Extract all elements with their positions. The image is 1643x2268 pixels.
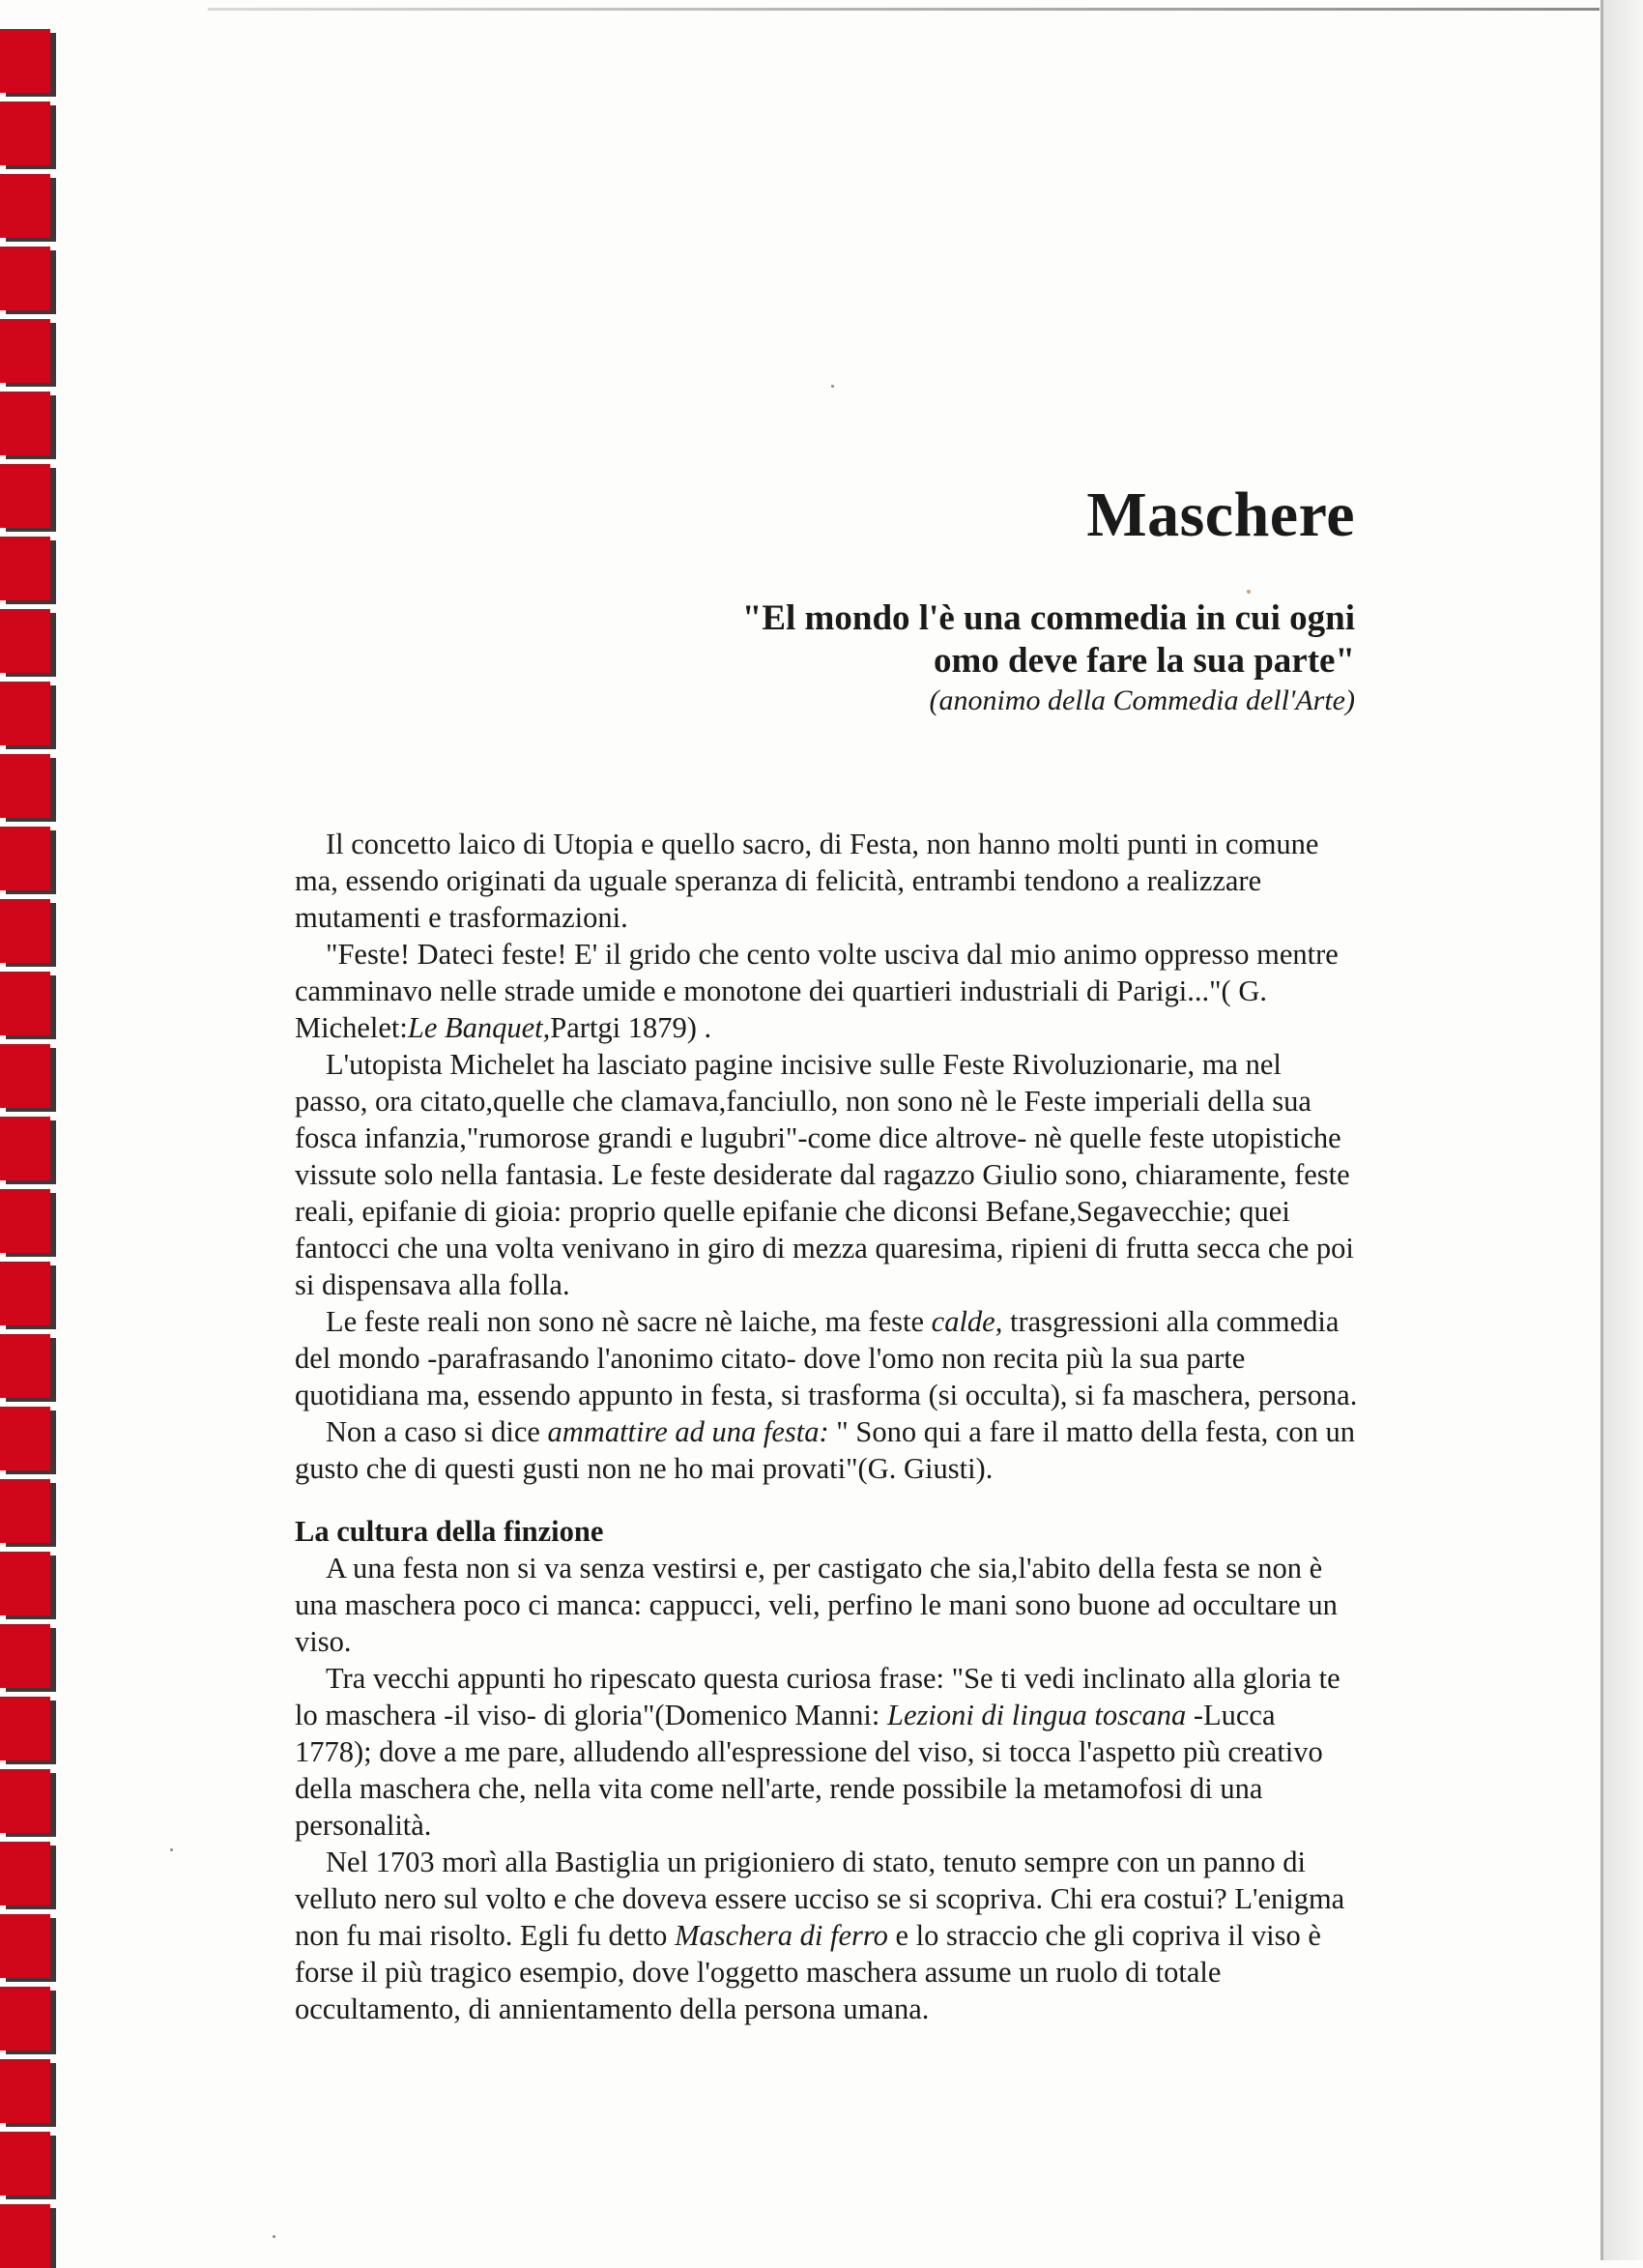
binding-ring xyxy=(0,2204,50,2268)
page-title: Maschere xyxy=(1086,480,1355,550)
binding-ring xyxy=(0,609,50,673)
binding-ring xyxy=(0,1987,50,2050)
paragraph-4 xyxy=(295,1303,1358,1413)
binding-ring xyxy=(0,2132,50,2195)
binding-ring xyxy=(0,247,50,310)
paper-speck xyxy=(831,385,834,388)
paragraph-2-text-a: "Feste! Dateci feste! E' il grido che cento volte usciva dal mio animo oppresso mentre camminavo nelle strade umide e monotone dei quartieri industriali di Parigi..."( G. Michelet: xyxy=(295,938,1339,1044)
paragraph-8 xyxy=(295,1844,1358,2027)
paragraph-5-text-b: " Sono qui a fare il matto della festa, con un gusto che di questi gusti non ne ho mai provati"(G. Giusti). xyxy=(295,1415,1356,1485)
paragraph-2-text-b: Partgi 1879) . xyxy=(550,1011,712,1044)
binding-ring xyxy=(0,1552,50,1615)
paragraph-3: L'utopista Michelet ha lasciato pagine incisive sulle Feste Rivoluzionarie, ma nel passo, ora citato,quelle che clamava,fanciullo, non sono nè le Feste imperiali della sua fosca infanzia,"rumorose grandi e lugubri"-come dice altrove- nè quelle feste utopistiche vissute solo nella fantasia. Le feste desiderate dal ragazzo Giulio sono, chiaramente, feste reali, epifanie di gioia: proprio quelle epifanie che diconsi Befane,Segavecchie; quei fantocci che una volta venivano in giro di mezza quaresima, ripieni di frutta secca che poi si dispensava alla folla. xyxy=(295,1048,1354,1301)
paper-speck xyxy=(273,2235,275,2238)
binding-ring xyxy=(0,319,50,383)
epigraph-line-2: omo deve fare la sua parte" xyxy=(933,641,1355,681)
binding-ring xyxy=(0,1262,50,1325)
binding-ring xyxy=(0,174,50,238)
binding-ring xyxy=(0,1769,50,1833)
epigraph-line-1: "El mondo l'è una commedia in cui ogni xyxy=(741,598,1355,638)
paragraph-7-italic: Lezioni di lingua toscana xyxy=(886,1699,1187,1731)
paragraph-7 xyxy=(295,1660,1358,1844)
binding-ring xyxy=(0,1117,50,1180)
binding-ring xyxy=(0,1479,50,1543)
paragraph-5-text-a: Non a caso si dice xyxy=(326,1415,540,1448)
paper-speck xyxy=(1247,590,1251,594)
binding-ring xyxy=(0,464,50,528)
binding-ring xyxy=(0,537,50,600)
section-heading: La cultura della finzione xyxy=(295,1515,604,1548)
paragraph-8-italic: Maschera di ferro xyxy=(675,1919,888,1952)
paragraph-5 xyxy=(295,1413,1358,1487)
paragraph-8-text-a: Nel 1703 morì alla Bastiglia un prigioniero di stato, tenuto sempre con un panno di velluto nero sul volto e che doveva essere ucciso se si scopriva. Chi era costui? L'enigma non fu mai risolto. Egli fu detto xyxy=(295,1846,1345,1952)
binding-ring xyxy=(0,1697,50,1760)
paper-speck xyxy=(170,1848,173,1851)
binding-ring xyxy=(0,29,50,93)
page-right-shadow xyxy=(1603,0,1643,2260)
article-body xyxy=(295,826,1358,2027)
binding-ring xyxy=(0,682,50,745)
paragraph-4-text-b: trasgressioni alla commedia del mondo -parafrasando l'anonimo citato- dove l'omo non recita più la sua parte quotidiana ma, essendo appunto in festa, si trasforma (si occulta), si fa maschera, persona. xyxy=(295,1305,1358,1411)
paragraph-5-italic: ammattire ad una festa: xyxy=(547,1415,829,1448)
binding-ring xyxy=(0,972,50,1035)
binding-ring xyxy=(0,392,50,455)
binding-ring xyxy=(0,1189,50,1253)
page-top-edge xyxy=(208,8,1600,11)
binding-ring xyxy=(0,754,50,818)
paragraph-2-italic: Le Banquet, xyxy=(407,1011,551,1044)
binding-ring xyxy=(0,1842,50,1905)
paragraph-4-italic: calde, xyxy=(931,1305,1003,1338)
binding-ring xyxy=(0,1407,50,1470)
paragraph-6: A una festa non si va senza vestirsi e, per castigato che sia,l'abito della festa se non è una maschera poco ci manca: cappucci, veli, perfino le mani sono buone ad occultare un viso. xyxy=(295,1552,1338,1658)
binding-ring xyxy=(0,1334,50,1398)
binding-ring xyxy=(0,899,50,963)
binding-ring xyxy=(0,102,50,165)
binding-ring xyxy=(0,827,50,890)
epigraph-source: (anonimo della Commedia dell'Arte) xyxy=(929,684,1355,716)
paragraph-7-text-a: Tra vecchi appunti ho ripescato questa curiosa frase: "Se ti vedi inclinato alla gloria te lo maschera -il viso- di gloria"(Domenico Manni: xyxy=(295,1662,1340,1731)
binding-ring xyxy=(0,2059,50,2123)
paragraph-4-text-a: Le feste reali non sono nè sacre nè laiche, ma feste xyxy=(326,1305,925,1338)
paragraph-1: Il concetto laico di Utopia e quello sacro, di Festa, non hanno molti punti in comune ma, essendo originati da uguale speranza di felicità, entrambi tendono a realizzare mutamenti e trasformazioni. xyxy=(295,828,1319,934)
paragraph-7-text-b: -Lucca 1778); dove a me pare, alludendo all'espressione del viso, si tocca l'aspetto più creativo della maschera che, nella vita come nell'arte, rende possibile la metamofosi di una personalità. xyxy=(295,1699,1323,1842)
epigraph xyxy=(620,597,1355,719)
spiral-binding xyxy=(0,0,68,2260)
binding-ring xyxy=(0,1914,50,1978)
binding-ring xyxy=(0,1624,50,1688)
paragraph-8-text-b: e lo straccio che gli copriva il viso è forse il più tragico esempio, dove l'oggetto maschera assume un ruolo di totale occultamento, di annientamento della persona umana. xyxy=(295,1919,1321,2025)
binding-ring xyxy=(0,1044,50,1108)
paragraph-2 xyxy=(295,936,1358,1046)
